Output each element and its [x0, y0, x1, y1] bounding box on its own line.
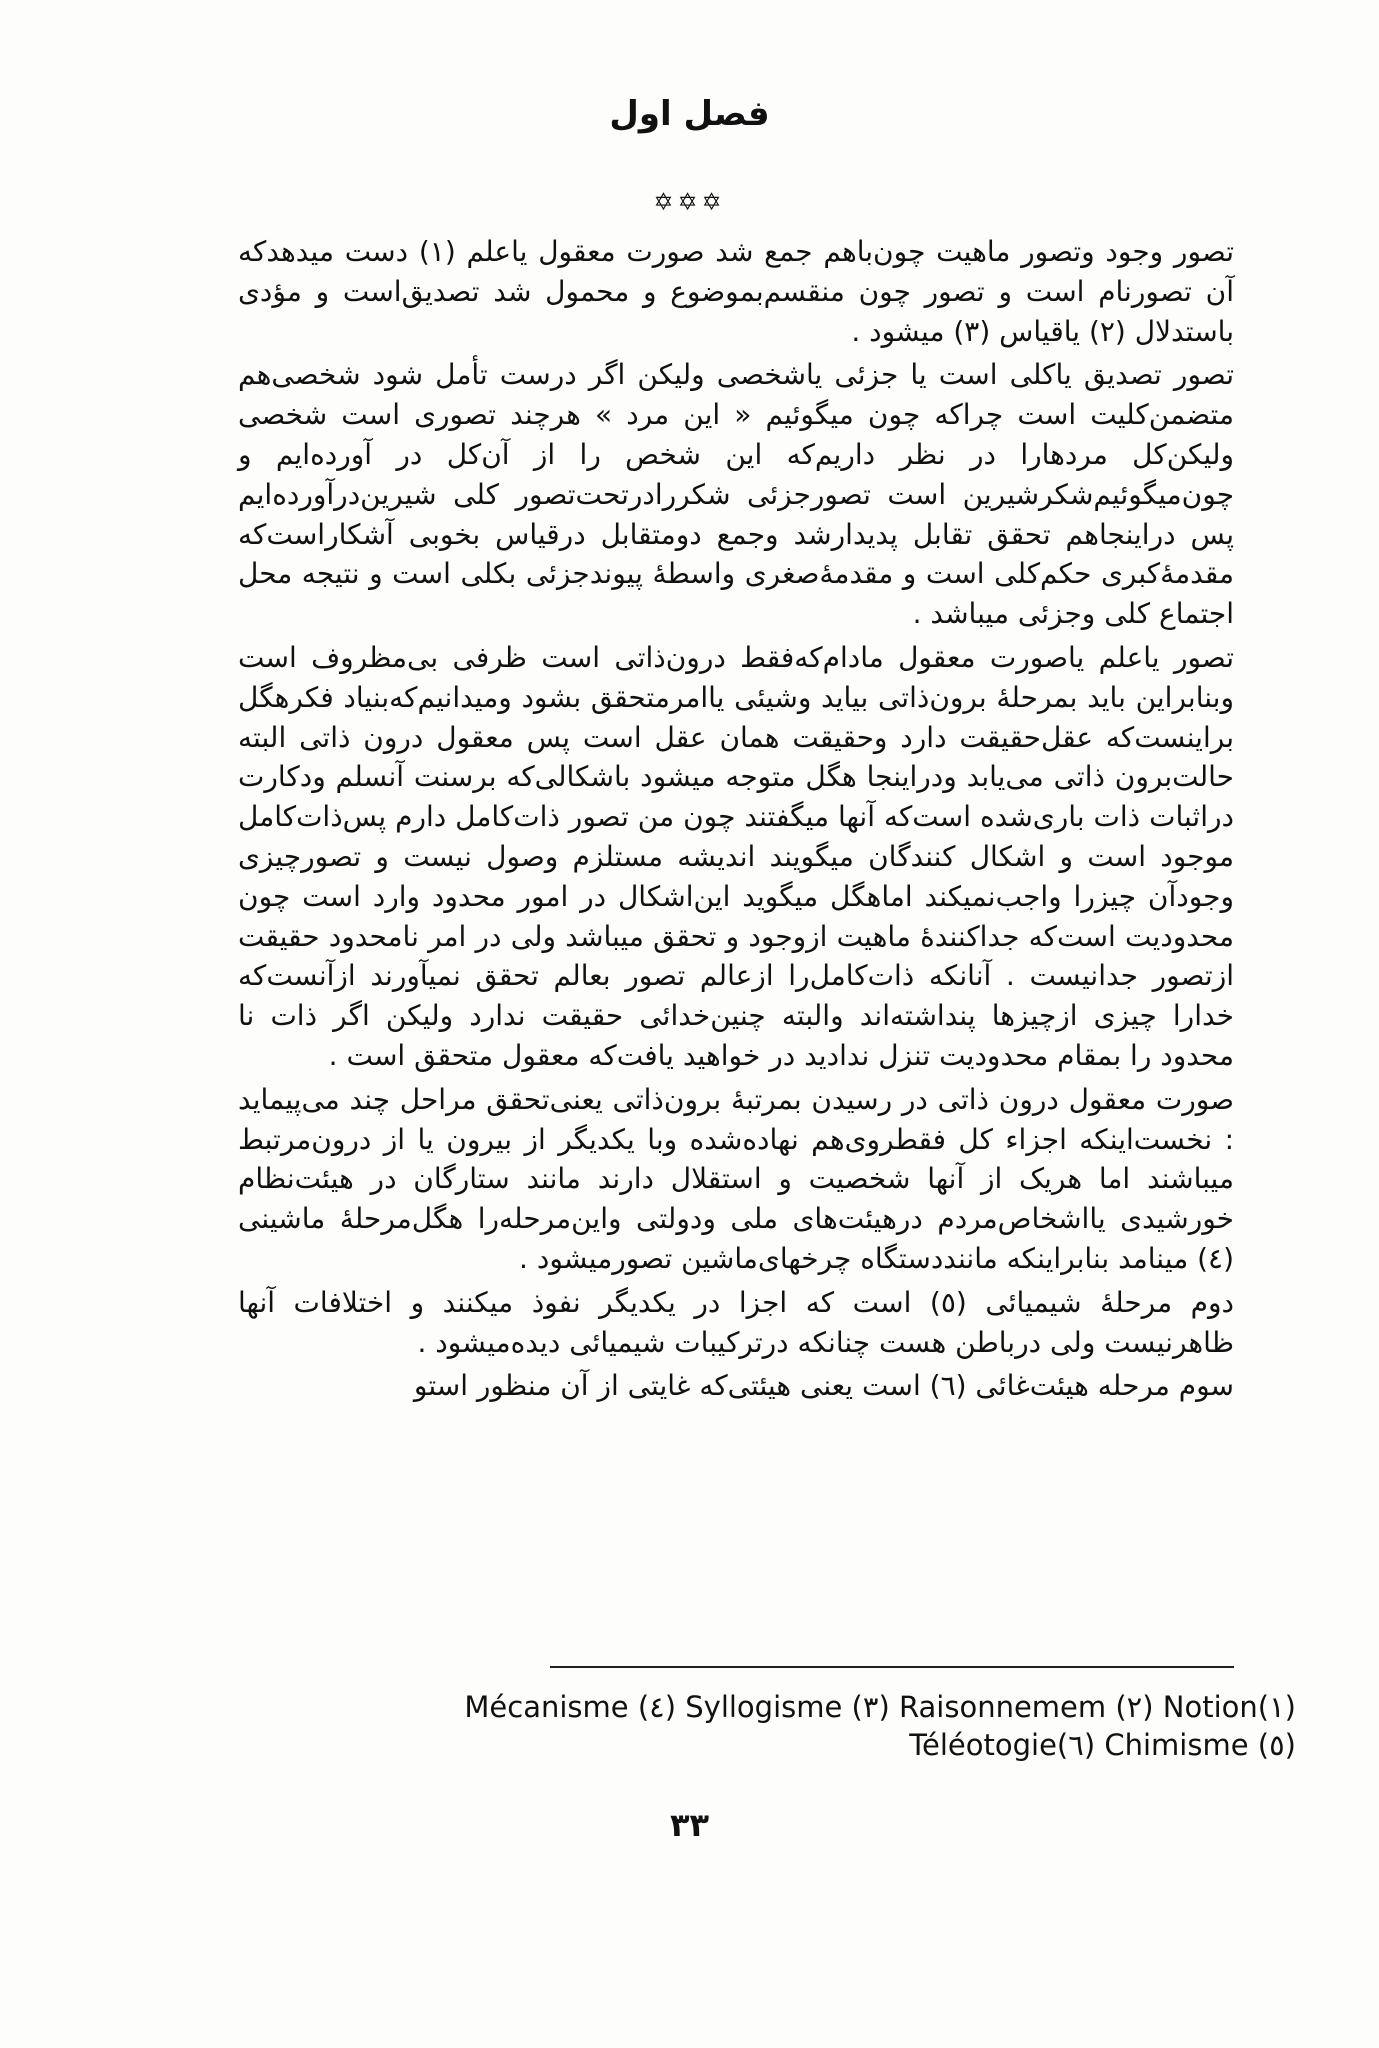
paragraph-1: تصور وجود وتصور ماهیت چون‌باهم جمع شد صورت معقول یاعلم (۱) دست میدهدکه آن تصورنام است و تصور چون منقسم‌بموضوع و محمول شد تصدیق‌است و مؤدی باستدلال (۲) یاقیاس (۳) میشود . [238, 235, 1234, 348]
footnote-divider [550, 1666, 1234, 1668]
ornament-stars: ✡✡✡ [653, 188, 726, 216]
page-number: ٣٣ [669, 1806, 710, 1844]
paragraph-2: تصور تصدیق یاکلی است یا جزئی یاشخصی ولیکن اگر درست تأمل شود شخصی‌هم متضمن‌کلیت است چراکه چون میگوئیم « این مرد » هرچند تصوری است شخصی ولیکن‌کل مردهارا در نظر داریم‌که این شخص را از آن‌کل در آورده‌ایم و چون‌میگوئیم‌شکرشیرین است تصورجزئی شکررادرتحت‌تصور کلی شیرین‌درآورده‌ایم پس دراینجاهم تحقق تقابل پدیدارشد وجمع دومتقابل درقیاس بخوبی آشکاراست‌که مقدمهٔ‌کبری حکم‌کلی است و مقدمهٔ‌صغری واسطهٔ پیوندجزئی بکلی است و نتیجه محل اجتماع کلی وجزئی میباشد . [238, 358, 1234, 631]
footnote-line-2: Téléotogie(٦) Chimisme (٥) [909, 1728, 1296, 1762]
paragraph-6: سوم مرحله هیئت‌غائی (٦) است یعنی هیئتی‌که غایتی از آن منظور استو [413, 1369, 1234, 1403]
footnotes [340, 1688, 1296, 1764]
footnote-line-1: Mécanisme (٤) Syllogisme (٣) Raisonnemem (٢) Notion(١) [464, 1690, 1296, 1724]
chapter-title: فصل اول [609, 94, 770, 134]
paragraph-4: صورت معقول درون ذاتی در رسیدن بمرتبهٔ برون‌ذاتی یعنی‌تحقق مراحل چند می‌پیماید : نخست‌اینکه اجزاء کل فقطروی‌هم نهاده‌شده وبا یکدیگر از بیرون یا از درون‌مرتبط میباشند اما هریک از آنها شخصیت و استقلال دارند مانند ستارگان در هیئت‌نظام خورشیدی یااشخاص‌مردم درهیئت‌های ملی ودولتی واین‌مرحله‌را هگل‌مرحلهٔ ماشینی (٤) مینامد بنابراینکه ماننددستگاه چرخهای‌ماشین تصورمیشود . [238, 1082, 1234, 1275]
paragraph-3: تصور یاعلم یاصورت معقول مادام‌که‌فقط درون‌ذاتی است ظرفی بی‌مظروف است وبنابراین باید بمرحلهٔ برون‌ذاتی بیاید وشیئی یاامرمتحقق بشود ومیدانیم‌که‌بنیاد فکرهگل براینست‌که عقل‌حقیقت دارد وحقیقت همان عقل است پس معقول درون ذاتی البته حالت‌برون ذاتی می‌یابد ودراینجا هگل متوجه میشود باشکالی‌که برسنت آنسلم ودکارت دراثبات ذات باری‌شده است‌که آنها میگفتند چون من تصور ذات‌کامل دارم پس‌ذات‌کامل موجود است و اشکال کنندگان میگویند اندیشه مستلزم وصول نیست و تصورچیزی وجودآن چیزرا واجب‌نمیکند اماهگل میگوید این‌اشکال در امور محدود وارد است چون محدودیت است‌که جداکنندهٔ ماهیت ازوجود و تحقق میباشد ولی در امر نامحدود حقیقت ازتصور جدانیست . آنانکه ذات‌کامل‌را ازعالم تصور بعالم تحقق نمیآورند ازآنست‌که خدارا چیزی ازچیزها پنداشته‌اند والبته چنین‌خدائی حقیقت ندارد ولیکن اگر ذات نا محدود را بمقام محدودیت تنزل ندادید در خواهید یافت‌که معقول متحقق است . [238, 640, 1234, 1072]
body-text [238, 232, 1234, 1410]
paragraph-5: دوم مرحلهٔ شیمیائی (٥) است که اجزا در یکدیگر نفوذ میکنند و اختلافات آنها ظاهرنیست ولی درباطن هست چنانکه درترکیبات شیمیائی دیده‌میشود . [238, 1285, 1234, 1359]
